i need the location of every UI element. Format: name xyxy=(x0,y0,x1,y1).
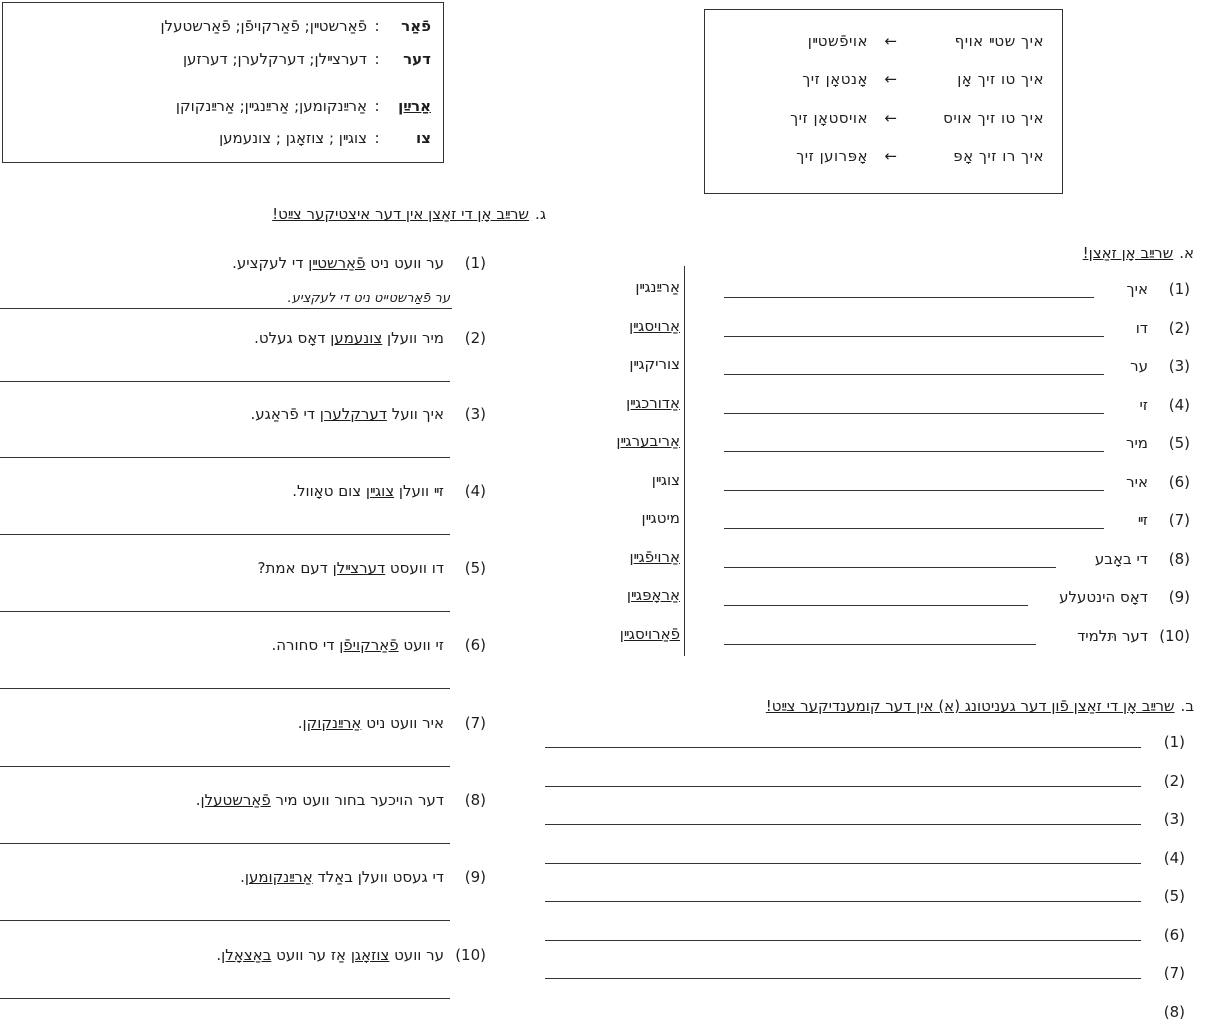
arrow-box-row xyxy=(724,109,1044,131)
infinitive-form: אָפּרוען זיך xyxy=(796,147,868,165)
target-verb: פֿאַרשטעלן xyxy=(200,791,271,809)
exercise-sentence xyxy=(0,868,486,886)
verb-infinitive: אַדורכגײן xyxy=(626,393,680,412)
sentence-subject: איר xyxy=(1126,472,1148,491)
item-number: (9) xyxy=(464,868,486,886)
sentence-text: דעם אמת? xyxy=(257,559,333,577)
answer-line[interactable] xyxy=(724,336,1104,337)
target-verb: דערצײלן xyxy=(332,559,386,577)
item-number: (1) xyxy=(1163,733,1185,751)
exercise-row xyxy=(720,434,1190,456)
verb-separator: : xyxy=(374,129,380,147)
exercise-row xyxy=(720,588,1190,610)
answer-line[interactable] xyxy=(724,644,1036,645)
prefix-verb-box xyxy=(2,2,444,163)
answer-line[interactable] xyxy=(545,940,1141,941)
answer-line[interactable] xyxy=(0,381,450,382)
sentence-text: דאָס געלט. xyxy=(254,329,331,347)
verb-separator: : xyxy=(374,17,380,35)
answer-line[interactable] xyxy=(545,824,1141,825)
exercise-sentence xyxy=(0,559,486,577)
section-letter: ג. xyxy=(535,205,546,223)
item-number: (7) xyxy=(1168,511,1190,529)
answer-line[interactable] xyxy=(0,998,450,999)
answer-line[interactable] xyxy=(0,611,450,612)
exercise-row xyxy=(720,280,1190,302)
exercise-sentence xyxy=(0,714,486,732)
answer-line[interactable] xyxy=(724,413,1104,414)
sentence-text: דו וועסט xyxy=(385,559,444,577)
sentence-text: זי וועט xyxy=(398,636,444,654)
item-number: (1) xyxy=(464,254,486,272)
item-number: (5) xyxy=(1168,434,1190,452)
answer-row xyxy=(545,964,1185,986)
item-number: (4) xyxy=(1163,848,1185,867)
sentence-text: דער הויכער בחור וועט מיר xyxy=(270,791,444,809)
exercise-row xyxy=(720,627,1190,649)
item-number: (2) xyxy=(464,329,486,347)
sentence-subject: ער xyxy=(1130,357,1148,375)
section-title: שרײַב אָן די זאַצן אין דער איצטיקער צײַט! xyxy=(272,205,530,223)
answer-line[interactable] xyxy=(0,457,450,458)
verb-forms: דערצײלן; דערקלערן; דערזען xyxy=(182,50,367,68)
exercise-row xyxy=(720,319,1190,341)
exercise-sentence xyxy=(0,946,486,964)
arrow-icon: ← xyxy=(884,32,898,50)
answer-row xyxy=(545,772,1185,794)
exercise-row xyxy=(720,511,1190,533)
verb-infinitive: מיטגײן xyxy=(641,509,680,527)
target-verb: אַרײַנקוקן xyxy=(302,714,362,732)
verb-infinitive: אַרויפֿגײן xyxy=(629,547,680,566)
infinitive-form: אויסטאָן זיך xyxy=(790,109,868,127)
sentence-text: . xyxy=(297,714,303,732)
arrow-box-row xyxy=(724,147,1044,169)
item-number: (5) xyxy=(464,559,486,577)
item-number: (9) xyxy=(1168,588,1190,606)
answer-line[interactable] xyxy=(0,688,450,689)
section-b-heading xyxy=(766,697,1194,715)
item-number: (8) xyxy=(464,791,486,809)
answer-line[interactable] xyxy=(545,901,1141,902)
target-verb: צונעמען xyxy=(330,329,383,347)
section-letter: א. xyxy=(1179,244,1194,262)
exercise-row xyxy=(720,473,1190,495)
item-number: (10) xyxy=(1159,626,1190,645)
exercise-sentence xyxy=(0,254,486,272)
sentence-text: די פֿראַגע. xyxy=(250,405,320,423)
item-number: (7) xyxy=(464,714,486,732)
item-number: (6) xyxy=(1163,925,1185,944)
answer-line[interactable] xyxy=(545,747,1141,748)
sentence-text: צום טאָוול. xyxy=(292,482,366,500)
verb-infinitive: אַרײַנגײן xyxy=(635,278,680,296)
sentence-text: ער וועט xyxy=(389,946,444,964)
verb-separator: : xyxy=(374,97,380,115)
verb-box-row xyxy=(11,129,431,151)
sentence-text: די געסט וועלן באַלד xyxy=(312,868,444,886)
answer-row xyxy=(545,849,1185,871)
conjugated-form: איך טו זיך אויס xyxy=(943,109,1044,127)
answer-line[interactable] xyxy=(724,297,1094,298)
conjugated-form: איך טו זיך אָן xyxy=(957,70,1044,88)
answer-line[interactable] xyxy=(545,978,1141,979)
answer-line[interactable] xyxy=(0,843,450,844)
answer-line[interactable] xyxy=(545,786,1141,787)
verb-infinitive: פֿאַרויסגײן xyxy=(619,624,680,643)
conjugated-form: איך שטײ אויף xyxy=(954,32,1044,50)
arrow-icon: ← xyxy=(884,147,898,165)
verb-prefix: אַרײַן xyxy=(398,97,431,115)
verb-prefix: צו xyxy=(416,129,431,147)
sentence-subject: מיר xyxy=(1125,434,1148,452)
section-g-heading xyxy=(272,205,546,223)
sentence-text: איר וועט ניט xyxy=(361,714,444,732)
item-number: (2) xyxy=(1168,318,1190,337)
verb-infinitive: צוריקגײן xyxy=(629,355,680,373)
sentence-text: ער וועט ניט xyxy=(365,254,444,272)
answer-line[interactable] xyxy=(724,490,1104,491)
section-title: שרײַב אָן די זאַצן פֿון דער געניטונג (א) אין דער קומענדיקער צײַט! xyxy=(765,697,1175,715)
verb-forms: אַרײַנקומען; אַרײַנגײן; אַרײַנקוקן xyxy=(175,97,367,115)
exercise-sentence xyxy=(0,482,486,500)
target-verb: צוזאָגן xyxy=(350,946,390,964)
answer-row xyxy=(545,1003,1185,1025)
sentence-subject: זײ xyxy=(1137,511,1148,529)
target-verb: צוגײן xyxy=(365,482,395,500)
answer-line[interactable] xyxy=(0,534,450,535)
answer-line[interactable] xyxy=(545,863,1141,864)
sentence-text: די סחורה. xyxy=(271,636,340,654)
item-number: (10) xyxy=(455,946,486,964)
item-number: (3) xyxy=(1168,357,1190,375)
item-number: (4) xyxy=(1168,395,1190,414)
section-letter: ב. xyxy=(1180,697,1194,715)
verb-infinitive: אַריבערגײן xyxy=(616,432,680,450)
verb-infinitive: אַרויסגײן xyxy=(629,316,680,335)
answer-row xyxy=(545,810,1185,832)
verb-separator: : xyxy=(374,50,380,68)
verb-box-row xyxy=(11,17,431,39)
sentence-subject: דו xyxy=(1135,318,1148,337)
item-number: (3) xyxy=(1163,810,1185,828)
answer-line[interactable] xyxy=(724,567,1056,568)
arrow-box-row xyxy=(724,70,1044,92)
sentence-text: . xyxy=(216,946,222,964)
sentence-text: . xyxy=(195,791,201,809)
conjugated-form: איך רו זיך אָפּ xyxy=(953,147,1044,165)
exercise-sentence xyxy=(0,791,486,809)
verb-prefix: דער xyxy=(403,50,431,68)
sentence-text: אַז ער וועט xyxy=(271,946,351,964)
target-verb: אַרײַנקומען xyxy=(244,868,313,886)
verb-infinitive: אַראָפּגײן xyxy=(626,586,680,604)
item-number: (1) xyxy=(1168,280,1190,298)
sentence-subject: איך xyxy=(1126,280,1148,298)
exercise-row xyxy=(720,396,1190,418)
verb-forms: צוגײן ; צוזאָגן ; צונעמען xyxy=(219,129,367,147)
sentence-subject: די באָבע xyxy=(1094,549,1148,568)
exercise-row xyxy=(720,550,1190,572)
answer-line[interactable] xyxy=(724,451,1104,452)
infinitive-form: אָנטאָן זיך xyxy=(802,70,868,88)
sentence-text: איך וועל xyxy=(386,405,444,423)
arrow-box-row xyxy=(724,32,1044,54)
sentence-subject: זי xyxy=(1139,395,1148,414)
item-number: (7) xyxy=(1163,964,1185,982)
sentence-text: . xyxy=(240,868,245,886)
verb-infinitive: צוגײן xyxy=(651,470,680,489)
answer-row xyxy=(545,733,1185,755)
sentence-text: מיר וועלן xyxy=(382,329,444,347)
answer-row xyxy=(545,926,1185,948)
example-answer: ער פֿאַרשטײט ניט די לעקציע. xyxy=(287,291,450,306)
item-number: (6) xyxy=(1168,472,1190,491)
separable-verb-box xyxy=(704,9,1063,194)
section-a-heading xyxy=(1083,244,1194,262)
section-title: שרײַב אָן זאַצן! xyxy=(1082,244,1174,262)
sentence-text: די לעקציע. xyxy=(232,254,309,272)
column-divider xyxy=(684,266,685,656)
answer-line[interactable] xyxy=(724,528,1104,529)
exercise-sentence xyxy=(0,405,486,423)
exercise-sentence xyxy=(0,636,486,654)
target-verb: דערקלערן xyxy=(319,405,387,423)
item-number: (6) xyxy=(464,636,486,654)
item-number: (8) xyxy=(1163,1002,1185,1021)
exercise-sentence xyxy=(0,329,486,347)
verb-box-row xyxy=(11,97,431,119)
target-verb: באַצאָלן xyxy=(221,946,272,964)
answer-line[interactable] xyxy=(724,605,1028,606)
item-number: (8) xyxy=(1168,549,1190,568)
verb-box-row xyxy=(11,50,431,72)
infinitive-form: אויפֿשטײן xyxy=(807,32,868,50)
arrow-icon: ← xyxy=(884,109,898,127)
item-number: (3) xyxy=(464,405,486,423)
answer-line[interactable] xyxy=(0,766,450,767)
answer-line[interactable] xyxy=(0,308,452,309)
answer-row xyxy=(545,887,1185,909)
item-number: (4) xyxy=(464,482,486,500)
answer-line[interactable] xyxy=(0,920,450,921)
item-number: (5) xyxy=(1163,887,1185,905)
arrow-icon: ← xyxy=(884,70,898,88)
sentence-subject: דער תּלמיד xyxy=(1077,626,1148,645)
verb-forms: פֿאַרשטײן; פֿאַרקויפֿן; פֿאַרשטעלן xyxy=(160,17,367,35)
target-verb: פֿאַרשטײן xyxy=(308,254,366,272)
answer-line[interactable] xyxy=(724,374,1104,375)
sentence-text: זײ וועלן xyxy=(394,482,444,500)
item-number: (2) xyxy=(1163,771,1185,790)
exercise-row xyxy=(720,357,1190,379)
verb-prefix: פֿאַר xyxy=(401,17,431,35)
target-verb: פֿאַרקויפֿן xyxy=(339,636,399,654)
sentence-subject: דאָס הינטעלע xyxy=(1059,588,1148,606)
